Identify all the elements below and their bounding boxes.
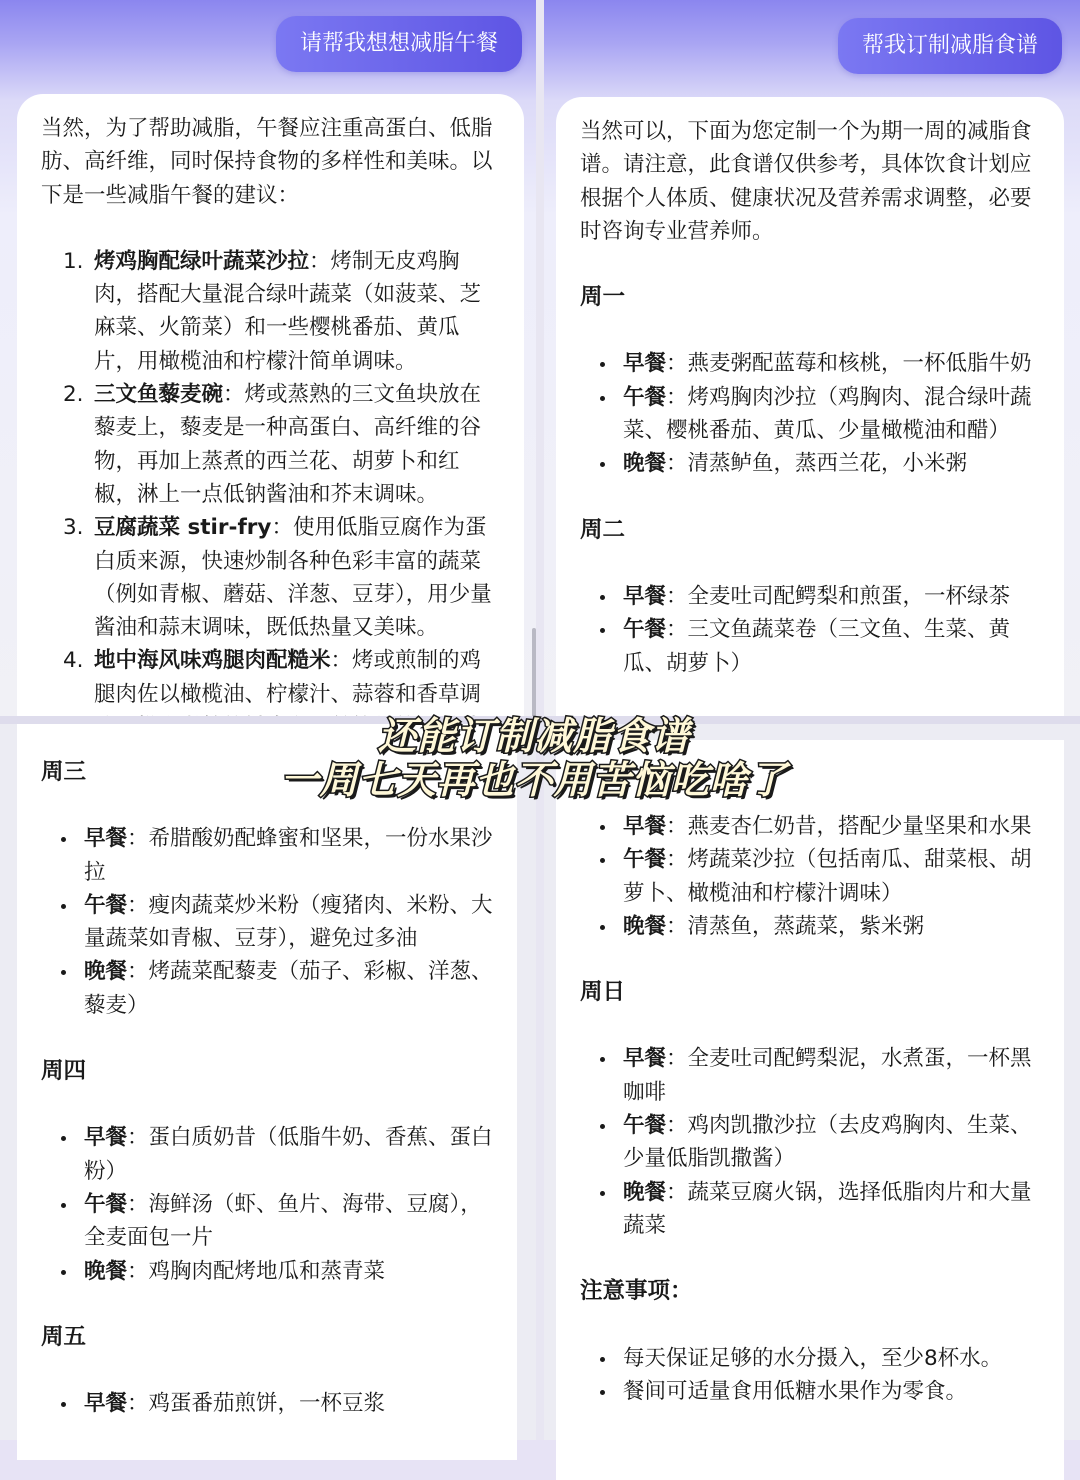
list-item: 晚餐：鸡胸肉配烤地瓜和蒸青菜 [59,1255,495,1288]
list-item: 午餐：瘦肉蔬菜炒米粉（瘦猪肉、米粉、大量蔬菜如青椒、豆芽），避免过多油 [59,889,495,956]
lunch-suggestion-list [63,245,502,778]
day-heading-tuesday: 周二 [580,516,626,543]
list-item: 早餐：希腊酸奶配蜂蜜和坚果，一份水果沙拉 [59,822,495,889]
caption-line-2: 一周七天再也不用苦恼吃啥了 [280,758,788,802]
list-item: 1. 烤鸡胸配绿叶蔬菜沙拉：烤制无皮鸡胸肉，搭配大量混合绿叶蔬菜（如菠菜、芝麻菜、火箭菜）和一些樱桃番茄、黄瓜片，用橄榄油和柠檬汁简单调味。 [63,248,482,374]
list-item: 午餐：烤蔬菜沙拉（包括南瓜、甜菜根、胡萝卜、橄榄油和柠檬汁调味） [598,843,1042,910]
chat-panel-lunch [0,0,540,720]
list-item: 早餐：燕麦杏仁奶昔，搭配少量坚果和水果 [598,810,1042,843]
thursday-meal-list [59,1121,495,1287]
list-item: 午餐：烤鸡胸肉沙拉（鸡胸肉、混合绿叶蔬菜、樱桃番茄、黄瓜、少量橄榄油和醋） [598,381,1042,448]
day-heading-thursday: 周四 [41,1058,87,1085]
assistant-reply-card [556,97,1064,757]
tuesday-meal-list [598,580,1042,680]
assistant-reply-card [17,94,524,754]
list-item: 餐间可适量食用低糖水果作为零食。 [598,1375,1042,1408]
user-message-bubble[interactable]: 帮我订制减脂食谱 [838,18,1062,74]
day-heading-wednesday: 周三 [41,759,87,785]
list-item: 早餐：鸡蛋番茄煎饼，一杯豆浆 [59,1387,495,1420]
chat-panel-midweek [0,720,540,1440]
wednesday-meal-list [59,822,495,1022]
day-heading-friday: 周五 [41,1323,87,1350]
monday-meal-list [598,347,1042,480]
list-item: 早餐：全麦吐司配鳄梨泥，水煮蛋，一杯黑咖啡 [598,1042,1042,1109]
sunday-meal-list [598,1042,1042,1242]
list-item: 晚餐：清蒸鱼，蒸蔬菜，紫米粥 [598,910,1042,943]
list-item: 晚餐：清蒸鲈鱼，蒸西兰花，小米粥 [598,447,1042,480]
assistant-reply-card [556,740,1064,1480]
list-item: 每天保证足够的水分摄入，至少8杯水。 [598,1342,1042,1375]
list-item: 2. 三文鱼藜麦碗：烤或蒸熟的三文鱼块放在藜麦上，藜麦是一种高蛋白、高纤维的谷物，再加上蒸煮的西兰花、胡萝卜和红椒，淋上一点低钠酱油和芥末调味。 [63,382,482,507]
caption-line-1: 还能订制减脂食谱 [377,714,690,758]
user-message-bubble[interactable]: 请帮我想想减脂午餐 [276,16,522,72]
list-item: 早餐：蛋白质奶昔（低脂牛奶、香蕉、蛋白粉） [59,1121,495,1188]
day-heading-monday: 周一 [580,284,626,311]
list-item: 午餐：三文鱼蔬菜卷（三文鱼、生菜、黄瓜、胡萝卜） [598,613,1042,680]
chat-panel-weekend [540,720,1080,1440]
list-item: 晚餐：蔬菜豆腐火锅，选择低脂肉片和大量蔬菜 [598,1176,1042,1243]
chat-panel-meal-plan [540,0,1080,720]
notes-list [598,1342,1042,1409]
reply-intro: 当然可以，下面为您定制一个为期一周的减脂食谱。请注意，此食谱仅供参考，具体饮食计划应根据个人体质、健康状况及营养需求调整，必要时咨询专业营养师。 [580,119,1032,244]
list-item: 午餐：鸡肉凯撒沙拉（去皮鸡胸肉、生菜、少量低脂凯撒酱） [598,1109,1042,1176]
list-item: 午餐：海鲜汤（虾、鱼片、海带、豆腐），全麦面包一片 [59,1188,495,1255]
list-item: 早餐：燕麦粥配蓝莓和核桃，一杯低脂牛奶 [598,347,1042,380]
list-item: 晚餐：烤蔬菜配藜麦（茄子、彩椒、洋葱、藜麦） [59,955,495,1022]
saturday-meal-list [598,810,1042,943]
list-item: 3. 豆腐蔬菜 stir-fry：使用低脂豆腐作为蛋白质来源，快速炒制各种色彩丰富的蔬菜（例如青椒、蘑菇、洋葱、豆芽），用少量酱油和蒜末调味，既低热量又美味。 [63,515,492,641]
day-heading-sunday: 周日 [580,979,626,1006]
list-item: 早餐：全麦吐司配鳄梨和煎蛋，一杯绿茶 [598,580,1042,613]
friday-meal-list [59,1387,495,1420]
list-item: 4. 地中海风味鸡腿肉配糙米：烤或煎制的鸡腿肉佐以橄榄油、柠檬汁、蒜蓉和香草调 [63,648,482,707]
assistant-reply-card [17,720,517,1460]
reply-intro: 当然，为了帮助减脂，午餐应注重高蛋白、低脂肪、高纤维，同时保持食物的多样性和美味。以下是一些减脂午餐的建议： [41,116,493,208]
notes-heading: 注意事项： [580,1278,693,1305]
